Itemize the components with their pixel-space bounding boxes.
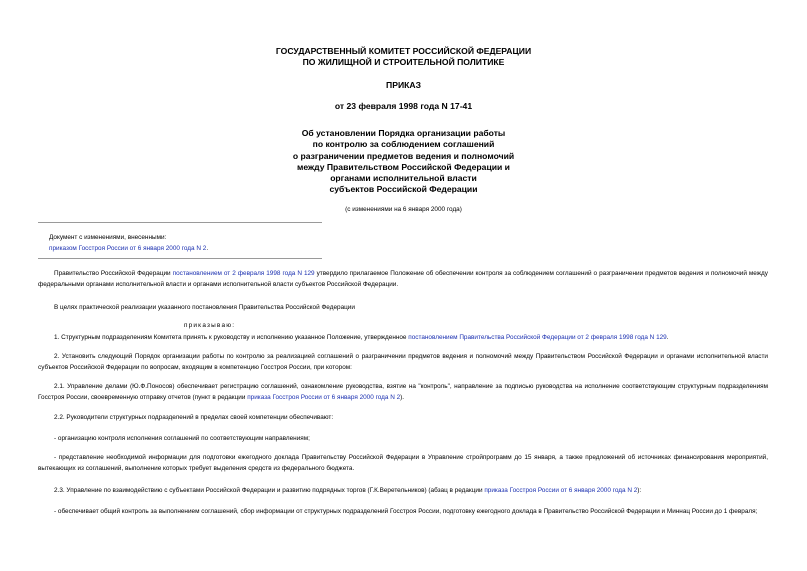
document-subject bbox=[0, 128, 807, 196]
text: утвердило прилагаемое Положение об обеспечении контроля за соблюдением соглашений о разграничении предметов ведения и полномочий между федеральными органами исполнительной власти и органами исполнительной власти субъектов Российской Федерации. bbox=[38, 270, 768, 288]
subject-line: органами исполнительной власти bbox=[330, 173, 477, 184]
paragraph-general-control: - обеспечивает общий контроль за выполнением соглашений, сбор информации от структурных подразделений Госстроя России, подготовку ежегодного доклада в Правительство Российской Федерации и Миннац России до 1 февраля; bbox=[54, 508, 758, 515]
changes-note-tail: . bbox=[206, 245, 209, 252]
amending-order-link[interactable]: приказом Госстроя России от 6 января 2000 года N 2 bbox=[49, 245, 207, 252]
document-type: ПРИКАЗ bbox=[386, 80, 421, 90]
paragraph-information: - представление необходимой информации для подготовки ежегодного доклада Правительству Российской Федерации в Управление стройпрограмм до 15 января, а также предложений об источниках финансирования мероприятий, вытекающих из соглашений, выполнение которых требует выделения средств из федерального бюджета. bbox=[38, 454, 768, 472]
paragraph-item-2-2: 2.2. Руководители структурных подразделений в пределах своей компетенции обеспечивают: bbox=[54, 414, 334, 421]
subject-line: по контролю за соблюдением соглашений bbox=[312, 139, 495, 150]
government-resolution-link[interactable]: постановлением Правительства Российской Федерации от 2 февраля 1998 года N 129 bbox=[408, 334, 667, 341]
text: 2.3. Управление по взаимодействию с субъектами Российской Федерации и развитию подрядных торгов (Г.К.Веретельников) (абзац в редакции bbox=[54, 487, 485, 494]
resolution-link[interactable]: постановлением от 2 февраля 1998 года N 129 bbox=[172, 270, 315, 277]
changes-note-text: Документ с изменениями, внесенными: bbox=[49, 234, 167, 241]
order-word bbox=[184, 321, 235, 332]
org-line-2: ПО ЖИЛИЩНОЙ И СТРОИТЕЛЬНОЙ ПОЛИТИКЕ bbox=[302, 57, 505, 67]
paragraph-control: - организацию контроля исполнения соглашений по соответствующим направлениям; bbox=[54, 435, 310, 442]
order-link-2-1[interactable]: приказа Госстроя России от 6 января 2000 года N 2 bbox=[247, 393, 401, 401]
order-link-2-3[interactable]: приказа Госстроя России от 6 января 2000 года N 2 bbox=[484, 487, 638, 494]
subject-line: Об установлении Порядка организации работы bbox=[301, 128, 506, 138]
paragraph-preamble bbox=[38, 269, 768, 290]
amendment-note: (с изменениями на 6 января 2000 года) bbox=[345, 206, 462, 213]
divider-top bbox=[38, 222, 322, 223]
issuing-authority bbox=[0, 46, 807, 68]
text: ): bbox=[637, 487, 642, 494]
org-line-1: ГОСУДАРСТВЕННЫЙ КОМИТЕТ РОССИЙСКОЙ ФЕДЕРАЦИИ bbox=[275, 46, 532, 56]
subject-line: о разграничении предметов ведения и полномочий bbox=[292, 150, 515, 161]
changes-note-link-line bbox=[49, 243, 208, 254]
text: 2.1. Управление делами (Ю.Ф.Поносов) обеспечивает регистрацию соглашений, ознакомление руководства, взятие на "контроль", направление за подписью руководства на исполнение соответствующим структурным подразделениям Госстроя России, своевременную отправку отчетов (пункт в редакции bbox=[38, 383, 768, 401]
paragraph-item-2-3 bbox=[38, 486, 768, 497]
changes-note bbox=[49, 232, 208, 254]
paragraph-item-1 bbox=[38, 333, 768, 344]
text: 1. Структурным подразделениям Комитета принять к руководству и исполнению указанное Положение, утвержденное bbox=[54, 334, 409, 341]
paragraph-item-2-1 bbox=[38, 382, 768, 403]
paragraph-item-2: 2. Установить следующий Порядок организации работы по контролю за реализацией соглашений о разграничении предметов ведения и полномочий между Правительством Российской Федерации и органами исполнительной власти субъектов Российской Федерации по вопросам, входящим в компетенцию Госстроя России, при котором: bbox=[38, 353, 768, 371]
text: Правительство Российской Федерации bbox=[54, 270, 173, 277]
subject-line: субъектов Российской Федерации bbox=[329, 184, 478, 195]
prikazyvayu-text: приказываю: bbox=[184, 322, 236, 329]
divider-bottom bbox=[38, 258, 322, 259]
text: . bbox=[666, 334, 669, 341]
document-date: от 23 февраля 1998 года N 17-41 bbox=[334, 101, 473, 111]
paragraph-purpose: В целях практической реализации указанного постановления Правительства Российской Федерации bbox=[54, 304, 355, 311]
subject-line: между Правительством Российской Федерации и bbox=[297, 161, 510, 172]
text: ). bbox=[400, 393, 405, 401]
